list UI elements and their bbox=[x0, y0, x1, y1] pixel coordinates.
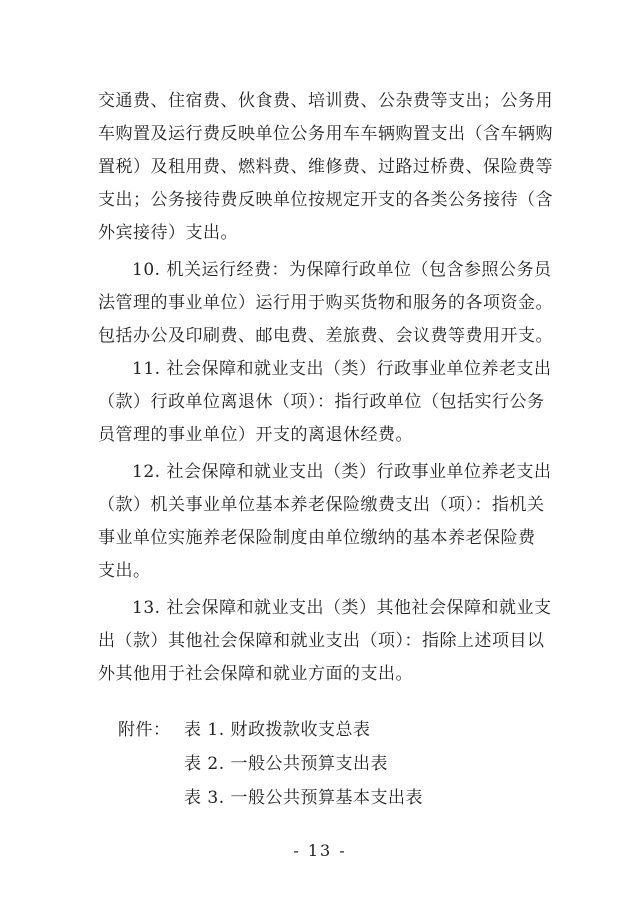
item-10-line: 法管理的事业单位）运行用于购买货物和服务的各项资金。 bbox=[98, 293, 553, 313]
item-13-line: 外其他用于社会保障和就业方面的支出。 bbox=[98, 664, 413, 684]
page-number: - 13 - bbox=[293, 841, 347, 860]
item-12-line: 支出。 bbox=[98, 561, 151, 581]
item-11-line: （款）行政单位离退休（项）：指行政单位（包括实行公务 bbox=[98, 392, 545, 412]
item-11-line: 11. 社会保障和就业支出（类）行政事业单位养老支出 bbox=[132, 359, 552, 379]
item-12-line: 12. 社会保障和就业支出（类）行政事业单位养老支出 bbox=[132, 462, 552, 482]
item-13-line: 13. 社会保障和就业支出（类）其他社会保障和就业支 bbox=[132, 598, 552, 618]
item-10-line: 包括办公及印刷费、邮电费、差旅费、会议费等费用开支。 bbox=[98, 326, 553, 346]
attachments-label: 附件： bbox=[118, 720, 171, 740]
paragraph-line: 交通费、住宿费、伙食费、培训费、公杂费等支出；公务用 bbox=[98, 91, 553, 111]
paragraph-line: 置税）及租用费、燃料费、维修费、过路过桥费、保险费等 bbox=[98, 157, 553, 177]
item-10-line: 10. 机关运行经费：为保障行政单位（包含参照公务员 bbox=[132, 260, 552, 280]
paragraph-line: 车购置及运行费反映单位公务用车车辆购置支出（含车辆购 bbox=[98, 124, 553, 144]
item-12-line: （款）机关事业单位基本养老保险缴费支出（项）：指机关 bbox=[98, 495, 545, 515]
paragraph-line: 支出；公务接待费反映单位按规定开支的各类公务接待（含 bbox=[98, 190, 553, 210]
item-11-line: 员管理的事业单位）开支的离退休经费。 bbox=[98, 425, 413, 445]
attachment-item: 表 3. 一般公共预算基本支出表 bbox=[184, 788, 424, 808]
attachment-item: 表 1. 财政拨款收支总表 bbox=[184, 720, 371, 740]
paragraph-line: 外宾接待）支出。 bbox=[98, 223, 238, 243]
item-12-line: 事业单位实施养老保险制度由单位缴纳的基本养老保险费 bbox=[98, 528, 536, 548]
item-13-line: 出（款）其他社会保障和就业支出（项）：指除上述项目以 bbox=[98, 631, 545, 651]
attachment-item: 表 2. 一般公共预算支出表 bbox=[184, 754, 389, 774]
